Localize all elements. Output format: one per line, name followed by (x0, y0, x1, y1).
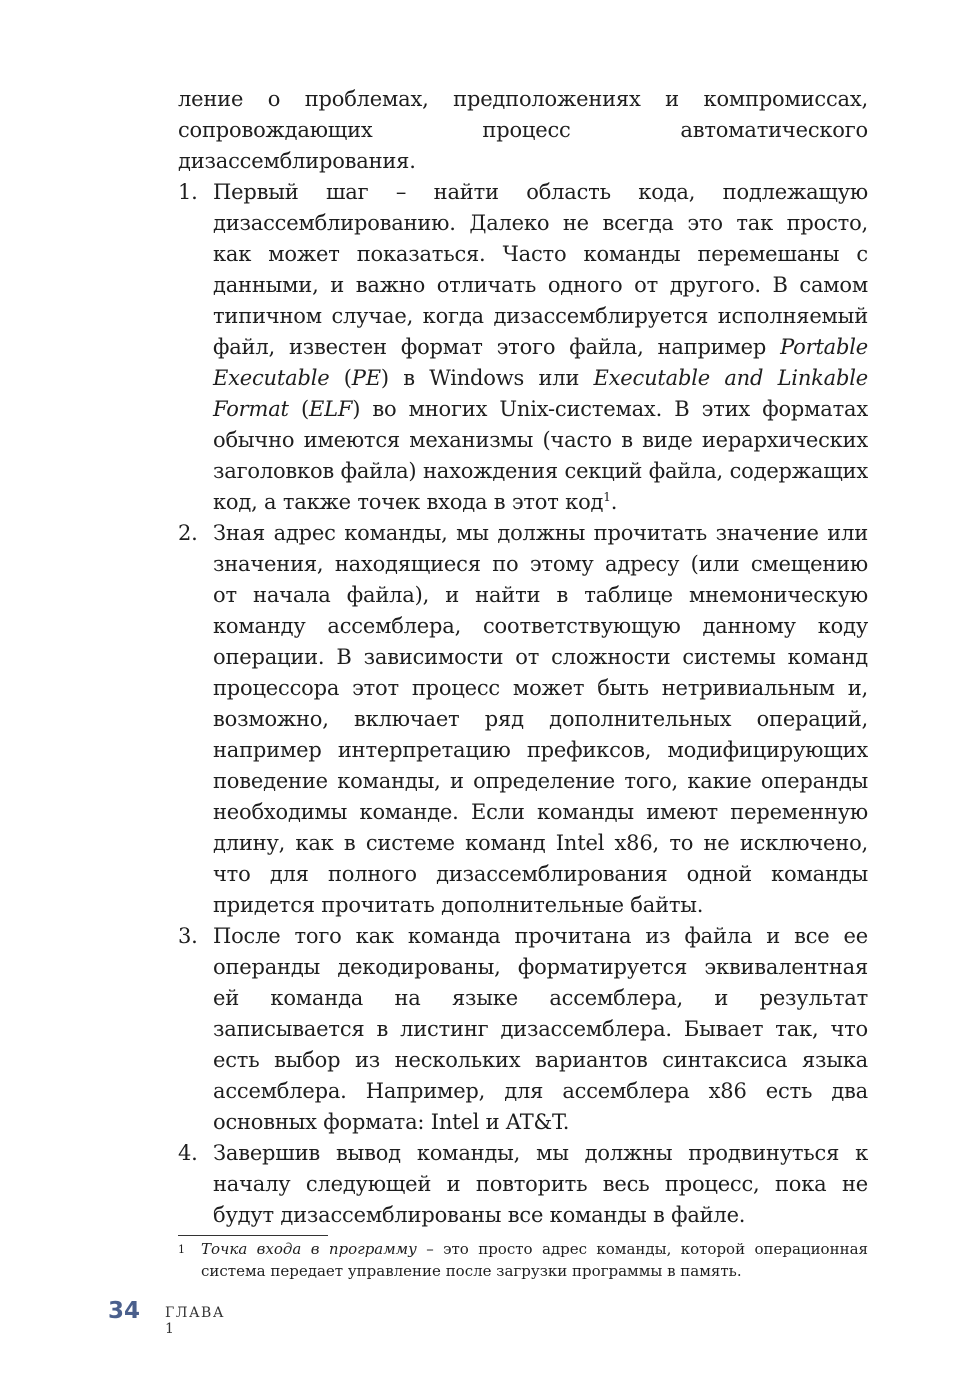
term-elf-full: Executable and Linkable Format (213, 366, 868, 421)
footnote-divider (178, 1235, 328, 1236)
list-item-number: 2. (178, 521, 198, 545)
steps-list (178, 177, 868, 1231)
term-pe: PE (351, 366, 381, 390)
list-item (178, 177, 868, 518)
footnote-text: Точка входа в программу – это просто адрес команды, которой операционная система передает управление после загрузки программы в память. (201, 1240, 868, 1280)
list-item-text: Зная адрес команды, мы должны прочитать значение или значения, находящиеся по этому адресу (или смещению от начала файла), и найти в таблице мнемоническую команду ассемблера, соответствующую данному коду операции. В зависимости от сложности системы команд процессора этот процесс может быть нетривиальным и, возможно, включает ряд дополнительных операций, например интерпретацию префиксов, модифицирующих поведение команды, и определение того, какие операнды необходимы команде. Если команды имеют переменную длину, как в системе команд Intel x86, то не исключено, что для полного дизассемблирования одной команды придется прочитать дополнительные байты. (213, 521, 868, 917)
footnote-mark: 1 (178, 1243, 185, 1256)
term-portable-executable: Portable Executable (213, 335, 868, 390)
list-item (178, 921, 868, 1138)
list-item-number: 1. (178, 180, 198, 204)
list-item (178, 518, 868, 921)
intro-paragraph: ление о проблемах, предположениях и компромиссах, сопровождающих процесс автоматического дизассемблирования. (178, 87, 868, 173)
list-item-number: 4. (178, 1141, 198, 1165)
main-text (178, 84, 868, 1231)
footnote-term: Точка входа в программу (201, 1240, 417, 1258)
term-elf: ELF (308, 397, 353, 421)
list-item-text: Первый шаг – найти область кода, подлежащую дизассемблированию. Далеко не всегда это так просто, как может показаться. Часто команды перемешаны с данными, и важно отличать одного от другого. В самом типичном случае, когда дизассемблируется исполняемый файл, известен формат этого файла, например Portable Executable (PE) в Windows или Executable and Linkable Format (ELF) во многих Unix-системах. В этих форматах обычно имеются механизмы (часто в виде иерархических заголовков файла) нахождения секций файла, содержащих код, а также точек входа в этот код$^1$. (213, 180, 868, 514)
chapter-label: ГЛАВА 1 (165, 1305, 225, 1337)
list-item-number: 3. (178, 924, 198, 948)
footnote (178, 1238, 868, 1282)
page-number: 34 (108, 1298, 141, 1324)
footnote-reference[interactable]: 1 (603, 490, 611, 504)
list-item-text: После того как команда прочитана из файла и все ее операнды декодированы, форматируется эквивалентная ей команда на языке ассемблера, и результат записывается в листинг дизассемблера. Бывает так, что есть выбор из нескольких вариантов синтаксиса языка ассемблера. Например, для ассемблера x86 есть два основных формата: Intel и AT&T. (213, 924, 868, 1134)
list-item (178, 1138, 868, 1231)
list-item-text: Завершив вывод команды, мы должны продвинуться к началу следующей и повторить весь процесс, пока не будут дизассемблированы все команды в файле. (213, 1141, 868, 1227)
